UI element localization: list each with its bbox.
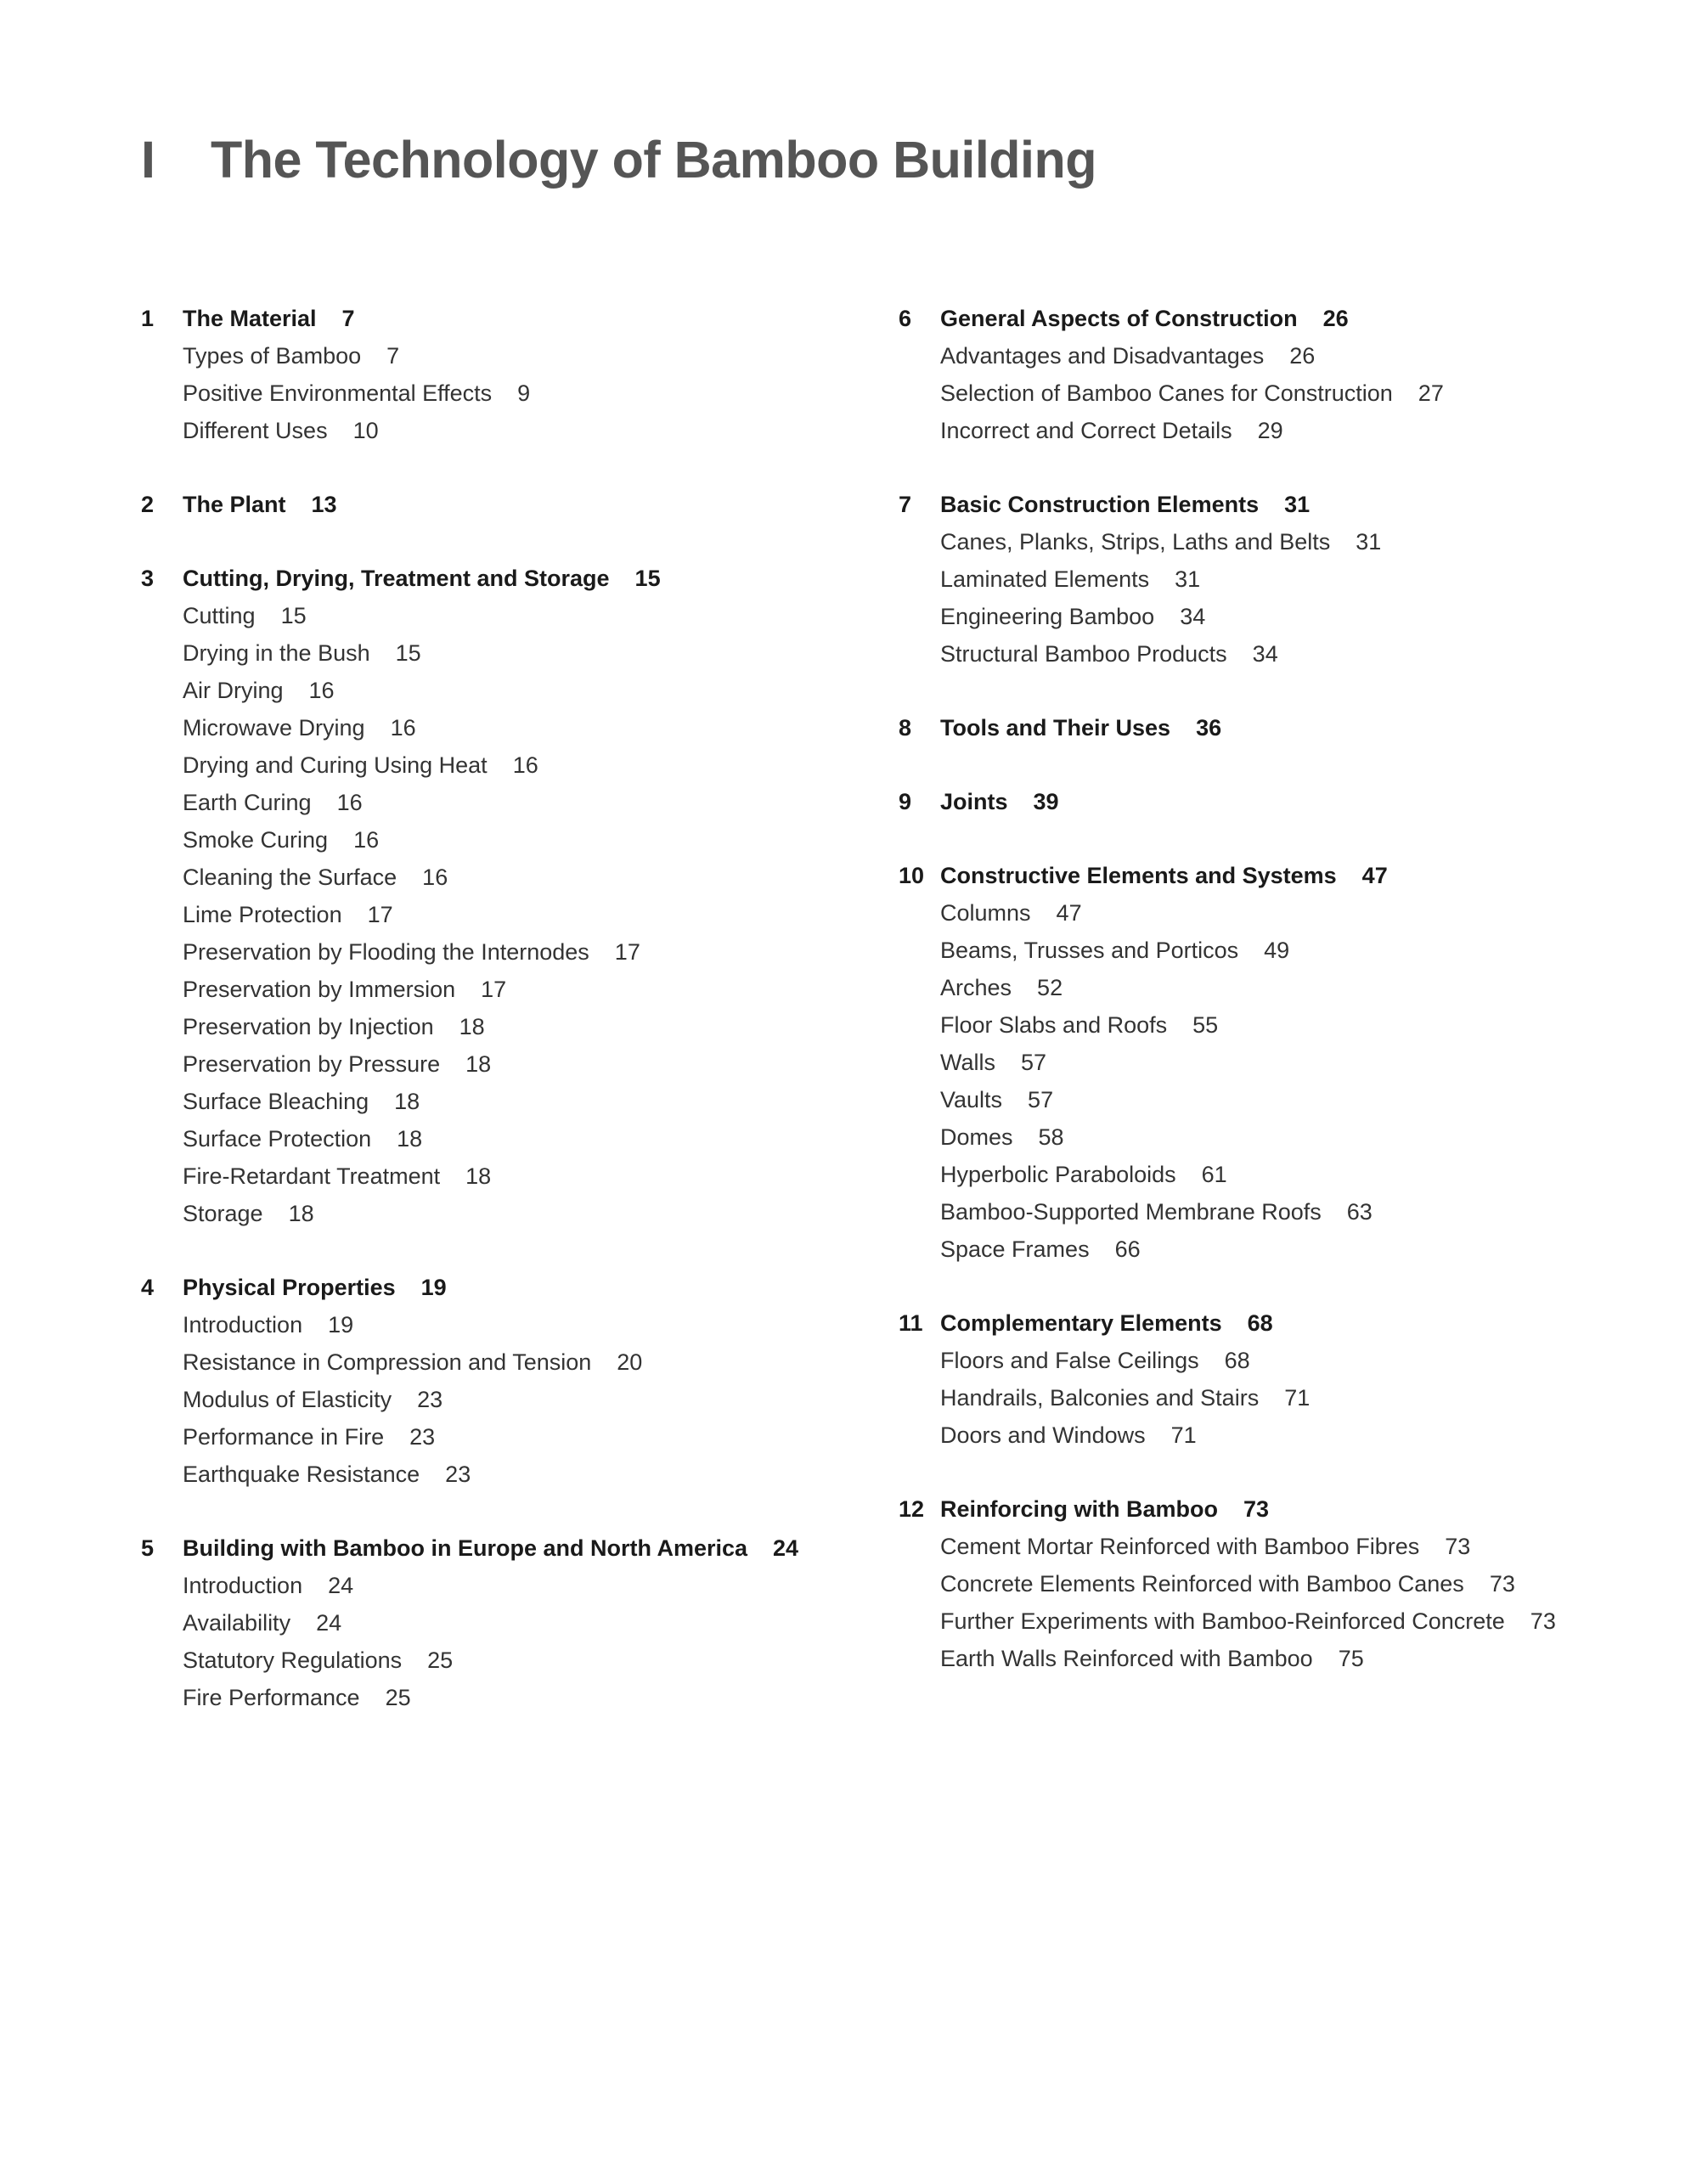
section-title: Air Drying (183, 678, 284, 703)
chapter-number: 1 (141, 306, 155, 331)
section-title: Drying and Curing Using Heat (183, 752, 488, 778)
section-title: Different Uses (183, 418, 328, 443)
section-page-number: 23 (445, 1462, 471, 1487)
section-page-number: 16 (422, 865, 448, 890)
section-entry[interactable] (141, 1195, 888, 1232)
chapter-entry[interactable] (899, 300, 1663, 337)
chapter-entry[interactable] (899, 1490, 1663, 1528)
section-entry[interactable] (899, 523, 1663, 560)
toc-chapter (899, 1490, 1663, 1677)
chapter-page-number: 73 (1243, 1496, 1270, 1522)
section-page-number: 10 (352, 418, 379, 443)
section-entry[interactable] (899, 375, 1663, 412)
section-page-number: 57 (1021, 1050, 1047, 1075)
chapter-page-number: 47 (1361, 863, 1388, 888)
section-title: Smoke Curing (183, 827, 329, 853)
toc-chapter (899, 857, 1663, 1268)
section-page-number: 24 (316, 1610, 342, 1636)
section-title: Storage (183, 1201, 263, 1226)
chapter-page-number: 36 (1196, 715, 1222, 741)
section-page-number: 34 (1180, 604, 1206, 629)
section-title: Earth Walls Reinforced with Bamboo (940, 1646, 1313, 1671)
chapter-number: 4 (141, 1275, 155, 1300)
section-entry[interactable] (141, 1642, 888, 1679)
chapter-number: 12 (899, 1496, 925, 1522)
chapter-entry[interactable] (899, 486, 1663, 523)
section-entry[interactable] (141, 1418, 888, 1456)
section-page-number: 17 (367, 902, 393, 927)
section-title: Advantages and Disadvantages (940, 343, 1265, 369)
section-page-number: 23 (409, 1424, 436, 1450)
section-entry[interactable] (141, 971, 888, 1008)
section-title: Preservation by Pressure (183, 1051, 441, 1077)
section-entry[interactable] (899, 1342, 1663, 1379)
toc-column-left (141, 300, 888, 1753)
section-entry[interactable] (141, 412, 888, 449)
section-title: Introduction (183, 1312, 303, 1338)
section-page-number: 63 (1346, 1199, 1373, 1225)
chapter-title: Reinforcing with Bamboo (940, 1496, 1218, 1522)
section-entry[interactable] (899, 1565, 1663, 1602)
section-title: Laminated Elements (940, 566, 1150, 592)
part-number: I (141, 131, 155, 189)
chapter-page-number: 13 (311, 492, 337, 517)
toc-chapter (141, 560, 888, 1232)
section-title: Selection of Bamboo Canes for Construction (940, 380, 1393, 406)
section-entry[interactable] (141, 784, 888, 821)
section-page-number: 18 (394, 1089, 420, 1114)
chapter-entry[interactable] (899, 783, 1663, 820)
section-title: Floor Slabs and Roofs (940, 1012, 1168, 1038)
chapter-title: Constructive Elements and Systems (940, 863, 1337, 888)
section-page-number: 15 (395, 640, 421, 666)
section-title: Availability (183, 1610, 291, 1636)
chapter-entry[interactable] (141, 300, 888, 337)
section-title: Drying in the Bush (183, 640, 370, 666)
toc-chapter (141, 1529, 888, 1716)
section-title: Space Frames (940, 1236, 1090, 1262)
section-page-number: 18 (465, 1051, 492, 1077)
section-entry[interactable] (141, 597, 888, 634)
section-entry[interactable] (899, 1118, 1663, 1156)
section-page-number: 18 (288, 1201, 314, 1226)
section-page-number: 15 (280, 603, 307, 628)
section-page-number: 73 (1530, 1608, 1556, 1634)
chapter-title: General Aspects of Construction (940, 306, 1298, 331)
section-title: Types of Bamboo (183, 343, 362, 369)
section-title: Domes (940, 1124, 1013, 1150)
section-entry[interactable] (141, 337, 888, 375)
section-title: Earthquake Resistance (183, 1462, 420, 1487)
section-title: Bamboo-Supported Membrane Roofs (940, 1199, 1322, 1225)
section-page-number: 71 (1284, 1385, 1311, 1411)
toc-chapter (141, 300, 888, 449)
chapter-number: 10 (899, 863, 925, 888)
section-page-number: 26 (1289, 343, 1316, 369)
section-entry[interactable] (141, 1567, 888, 1604)
chapter-number: 2 (141, 492, 155, 517)
chapter-page-number: 31 (1284, 492, 1311, 517)
section-entry[interactable] (141, 1381, 888, 1418)
section-title: Microwave Drying (183, 715, 365, 741)
section-entry[interactable] (141, 1306, 888, 1343)
section-entry[interactable] (899, 1081, 1663, 1118)
section-title: Surface Bleaching (183, 1089, 369, 1114)
chapter-entry[interactable] (141, 560, 888, 597)
section-entry[interactable] (899, 1416, 1663, 1454)
section-entry[interactable] (899, 1640, 1663, 1677)
chapter-page-number: 24 (773, 1535, 799, 1561)
chapter-page-number: 39 (1033, 789, 1059, 814)
section-entry[interactable] (899, 1193, 1663, 1231)
section-title: Modulus of Elasticity (183, 1387, 392, 1412)
section-entry[interactable] (141, 634, 888, 672)
chapter-title: Cutting, Drying, Treatment and Storage (183, 566, 610, 591)
section-title: Doors and Windows (940, 1422, 1146, 1448)
section-entry[interactable] (141, 1083, 888, 1120)
chapter-title: The Plant (183, 492, 286, 517)
section-entry[interactable] (141, 672, 888, 709)
part-title: The Technology of Bamboo Building (211, 131, 1097, 189)
section-title: Engineering Bamboo (940, 604, 1155, 629)
section-page-number: 66 (1114, 1236, 1141, 1262)
chapter-entry[interactable] (141, 1269, 888, 1306)
section-title: Further Experiments with Bamboo-Reinforced Concrete (940, 1608, 1505, 1634)
section-entry[interactable] (899, 1006, 1663, 1044)
section-title: Vaults (940, 1087, 1003, 1112)
toc-chapter (141, 1269, 888, 1493)
section-title: Hyperbolic Paraboloids (940, 1162, 1176, 1187)
section-entry[interactable] (141, 859, 888, 896)
chapter-number: 3 (141, 566, 155, 591)
chapter-entry[interactable] (899, 857, 1663, 894)
section-title: Earth Curing (183, 790, 312, 815)
chapter-entry[interactable] (899, 709, 1663, 746)
section-title: Cutting (183, 603, 256, 628)
chapter-entry[interactable] (141, 486, 888, 523)
section-title: Concrete Elements Reinforced with Bamboo Canes (940, 1571, 1464, 1597)
section-page-number: 27 (1418, 380, 1444, 406)
section-title: Introduction (183, 1573, 303, 1598)
section-page-number: 18 (459, 1014, 485, 1039)
section-title: Cement Mortar Reinforced with Bamboo Fibres (940, 1534, 1420, 1559)
section-entry[interactable] (141, 1679, 888, 1716)
section-title: Structural Bamboo Products (940, 641, 1227, 667)
chapter-number: 9 (899, 789, 912, 814)
section-page-number: 9 (517, 380, 531, 406)
chapter-page-number: 15 (634, 566, 661, 591)
section-entry[interactable] (899, 969, 1663, 1006)
section-title: Preservation by Injection (183, 1014, 434, 1039)
toc-chapter (899, 486, 1663, 673)
section-page-number: 47 (1056, 900, 1082, 926)
section-entry[interactable] (899, 1044, 1663, 1081)
section-entry[interactable] (141, 746, 888, 784)
toc-chapter (899, 1304, 1663, 1454)
section-title: Fire-Retardant Treatment (183, 1163, 441, 1189)
toc-column-right (899, 300, 1663, 1714)
section-page-number: 31 (1356, 529, 1382, 555)
part-header (141, 126, 1096, 194)
section-entry[interactable] (141, 1008, 888, 1045)
section-entry[interactable] (141, 1157, 888, 1195)
section-entry[interactable] (141, 1045, 888, 1083)
section-page-number: 25 (385, 1685, 411, 1710)
chapter-number: 8 (899, 715, 912, 741)
chapter-number: 11 (899, 1310, 923, 1336)
section-title: Surface Protection (183, 1126, 372, 1152)
section-page-number: 34 (1252, 641, 1278, 667)
section-entry[interactable] (899, 560, 1663, 598)
section-page-number: 17 (481, 977, 507, 1002)
section-page-number: 75 (1338, 1646, 1364, 1671)
section-page-number: 71 (1170, 1422, 1197, 1448)
chapter-page-number: 19 (420, 1275, 447, 1300)
chapter-number: 7 (899, 492, 912, 517)
section-entry[interactable] (899, 635, 1663, 673)
section-title: Floors and False Ceilings (940, 1348, 1199, 1373)
section-entry[interactable] (899, 412, 1663, 449)
section-title: Incorrect and Correct Details (940, 418, 1232, 443)
toc-chapter (899, 709, 1663, 746)
section-title: Cleaning the Surface (183, 865, 397, 890)
section-page-number: 18 (397, 1126, 423, 1152)
chapter-page-number: 26 (1322, 306, 1349, 331)
section-page-number: 24 (328, 1573, 354, 1598)
section-title: Canes, Planks, Strips, Laths and Belts (940, 529, 1331, 555)
section-title: Preservation by Flooding the Internodes (183, 939, 589, 965)
section-title: Arches (940, 975, 1012, 1000)
chapter-title: Tools and Their Uses (940, 715, 1171, 741)
section-entry[interactable] (141, 821, 888, 859)
chapter-entry[interactable] (899, 1304, 1663, 1342)
chapter-title: Building with Bamboo in Europe and North America (183, 1535, 748, 1561)
chapter-title: Joints (940, 789, 1008, 814)
section-page-number: 73 (1489, 1571, 1515, 1597)
section-page-number: 52 (1037, 975, 1063, 1000)
section-page-number: 73 (1445, 1534, 1471, 1559)
chapter-page-number: 7 (341, 306, 355, 331)
section-page-number: 31 (1175, 566, 1201, 592)
section-entry[interactable] (141, 1120, 888, 1157)
chapter-title: Physical Properties (183, 1275, 396, 1300)
chapter-number: 6 (899, 306, 912, 331)
section-title: Statutory Regulations (183, 1647, 403, 1673)
toc-chapter (899, 300, 1663, 449)
section-entry[interactable] (141, 1604, 888, 1642)
section-page-number: 49 (1264, 938, 1290, 963)
section-title: Preservation by Immersion (183, 977, 456, 1002)
section-entry[interactable] (899, 1379, 1663, 1416)
section-title: Columns (940, 900, 1031, 926)
section-page-number: 16 (353, 827, 380, 853)
chapter-title: The Material (183, 306, 317, 331)
section-page-number: 7 (386, 343, 400, 369)
section-entry[interactable] (141, 1343, 888, 1381)
section-title: Beams, Trusses and Porticos (940, 938, 1239, 963)
section-page-number: 16 (308, 678, 335, 703)
section-entry[interactable] (899, 1602, 1663, 1640)
chapter-entry[interactable] (141, 1529, 888, 1567)
section-title: Handrails, Balconies and Stairs (940, 1385, 1260, 1411)
section-entry[interactable] (899, 932, 1663, 969)
chapter-page-number: 68 (1247, 1310, 1273, 1336)
section-page-number: 20 (617, 1349, 643, 1375)
toc-chapter (899, 783, 1663, 820)
chapter-number: 5 (141, 1535, 155, 1561)
section-page-number: 29 (1257, 418, 1283, 443)
section-page-number: 19 (328, 1312, 354, 1338)
section-entry[interactable] (899, 1231, 1663, 1268)
section-page-number: 16 (512, 752, 538, 778)
section-title: Fire Performance (183, 1685, 360, 1710)
section-entry[interactable] (899, 598, 1663, 635)
section-title: Performance in Fire (183, 1424, 385, 1450)
toc-chapter (141, 486, 888, 523)
section-entry[interactable] (141, 709, 888, 746)
section-entry[interactable] (899, 1156, 1663, 1193)
section-title: Walls (940, 1050, 995, 1075)
section-entry[interactable] (141, 375, 888, 412)
section-title: Resistance in Compression and Tension (183, 1349, 592, 1375)
section-page-number: 57 (1028, 1087, 1054, 1112)
section-entry[interactable] (899, 1528, 1663, 1565)
chapter-title: Basic Construction Elements (940, 492, 1260, 517)
section-page-number: 25 (427, 1647, 454, 1673)
section-entry[interactable] (141, 1456, 888, 1493)
section-page-number: 68 (1224, 1348, 1250, 1373)
section-page-number: 58 (1038, 1124, 1064, 1150)
section-entry[interactable] (899, 337, 1663, 375)
section-title: Positive Environmental Effects (183, 380, 493, 406)
section-title: Lime Protection (183, 902, 342, 927)
section-page-number: 16 (336, 790, 363, 815)
section-entry[interactable] (141, 933, 888, 971)
section-page-number: 17 (614, 939, 640, 965)
chapter-title: Complementary Elements (940, 1310, 1222, 1336)
section-page-number: 55 (1192, 1012, 1219, 1038)
section-entry[interactable] (141, 896, 888, 933)
section-entry[interactable] (899, 894, 1663, 932)
section-page-number: 23 (417, 1387, 443, 1412)
section-page-number: 61 (1201, 1162, 1227, 1187)
section-page-number: 16 (390, 715, 416, 741)
section-page-number: 18 (465, 1163, 492, 1189)
